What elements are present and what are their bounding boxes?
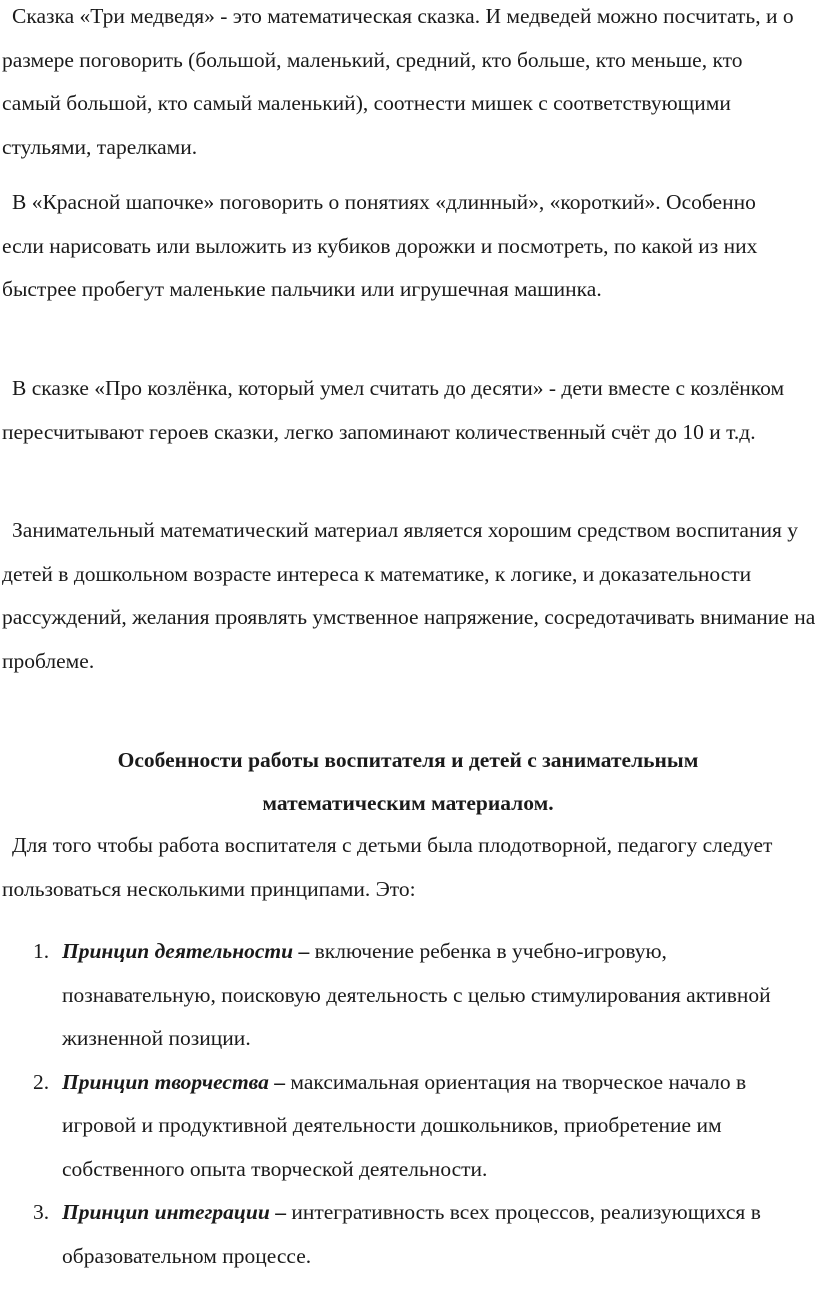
- principle-term: Принцип интеграции: [62, 1200, 270, 1224]
- list-item: [0, 1061, 800, 1192]
- principles-list: [0, 930, 800, 1278]
- paragraph-intro: Для того чтобы работа воспитателя с детьми была плодотворной, педагогу следует пользоваться несколькими принципами. Это:: [2, 833, 773, 901]
- principle-dash: –: [274, 1069, 286, 1094]
- principle-text: интегративность всех процессов, реализующихся в образовательном процессе.: [62, 1200, 761, 1268]
- list-item: [0, 930, 800, 1061]
- principle-term: Принцип деятельности: [62, 939, 294, 963]
- list-item: [0, 1191, 800, 1278]
- principle-text: максимальная ориентация на творческое начало в игровой и продуктивной деятельности дошкольников, приобретение им собственного опыта творческой деятельности.: [62, 1069, 747, 1181]
- paragraph-red-riding-hood: В «Красной шапочке» поговорить о понятиях «длинный», «короткий». Особенно если нарисовать или выложить из кубиков дорожки и посмотреть, по какой из них быстрее пробегут маленькие пальчики или игрушечная машинка.: [2, 190, 758, 301]
- paragraph-three-bears: Сказка «Три медведя» - это математическая сказка. И медведей можно посчитать, и о размере поговорить (большой, маленький, средний, кто больше, кто меньше, кто самый большой, кто самый маленький), соотнести мишек с соответствующими стульями, тарелками.: [2, 4, 794, 159]
- principle-dash: –: [275, 1200, 286, 1224]
- list-number: 2.: [33, 1069, 50, 1094]
- principle-text: включение ребенка в учебно-игровую, познавательную, поисковую деятельность с целью стимулирования активной жизненной позиции.: [62, 939, 771, 1050]
- principle-dash: –: [298, 939, 310, 963]
- list-number: 1.: [33, 939, 50, 963]
- principle-term: Принцип творчества: [62, 1069, 269, 1094]
- list-number: 3.: [33, 1200, 50, 1224]
- paragraph-entertaining-material: Занимательный математический материал является хорошим средством воспитания у детей в дошкольном возрасте интереса к математике, к логике, и доказательности рассуждений, желания проявлять умственное напряжение, сосредотачивать внимание на проблеме.: [2, 518, 816, 673]
- paragraph-little-goat: В сказке «Про козлёнка, который умел считать до десяти» - дети вместе с козлёнком пересчитывают героев сказки, легко запоминают количественный счёт до 10 и т.д.: [2, 376, 785, 444]
- section-heading: Особенности работы воспитателя и детей с занимательным математическим материалом.: [117, 748, 699, 815]
